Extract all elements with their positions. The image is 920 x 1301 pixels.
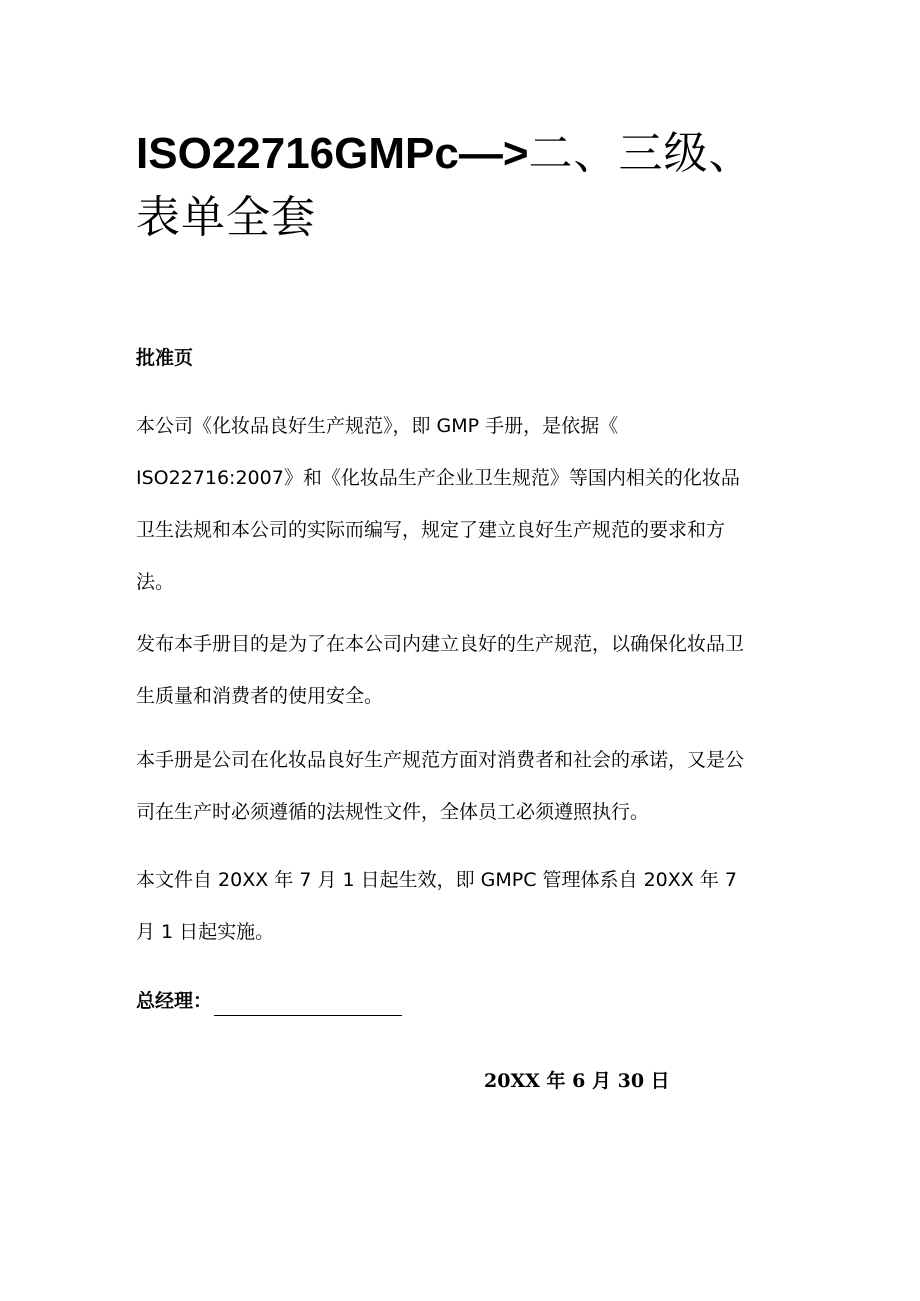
signature-label: 总经理： [136, 990, 213, 1012]
paragraph-effective-date: 本文件自 20XX 年 7 月 1 日起生效，即 GMPC 管理体系自 20XX 年 7 月 1 日起实施。 [136, 869, 737, 943]
approval-page-heading: 批准页 [136, 347, 194, 369]
document-title [136, 122, 756, 250]
document-title-line2: 表单全套 [136, 192, 316, 243]
document-title-line1-rest: 二、三级、 [528, 128, 754, 179]
document-title-latin: ISO22716GMPc—> [136, 129, 529, 178]
signature-block [136, 986, 402, 1016]
paragraph-basis: 本公司《化妆品良好生产规范》，即 GMP 手册，是依据《 ISO22716:2007》和《化妆品生产企业卫生规范》等国内相关的化妆品 卫生法规和本公司的实际而编写，规定了建立良好生产规范的要求和方 法。 [136, 415, 740, 593]
signature-line [214, 993, 402, 1016]
document-date: 20XX 年 6 月 30 日 [484, 1070, 670, 1092]
paragraph-purpose: 发布本手册目的是为了在本公司内建立良好的生产规范，以确保化妆品卫 生质量和消费者的使用安全。 [136, 633, 745, 707]
paragraph-commitment: 本手册是公司在化妆品良好生产规范方面对消费者和社会的承诺，又是公 司在生产时必须遵循的法规性文件，全体员工必须遵照执行。 [136, 749, 745, 823]
